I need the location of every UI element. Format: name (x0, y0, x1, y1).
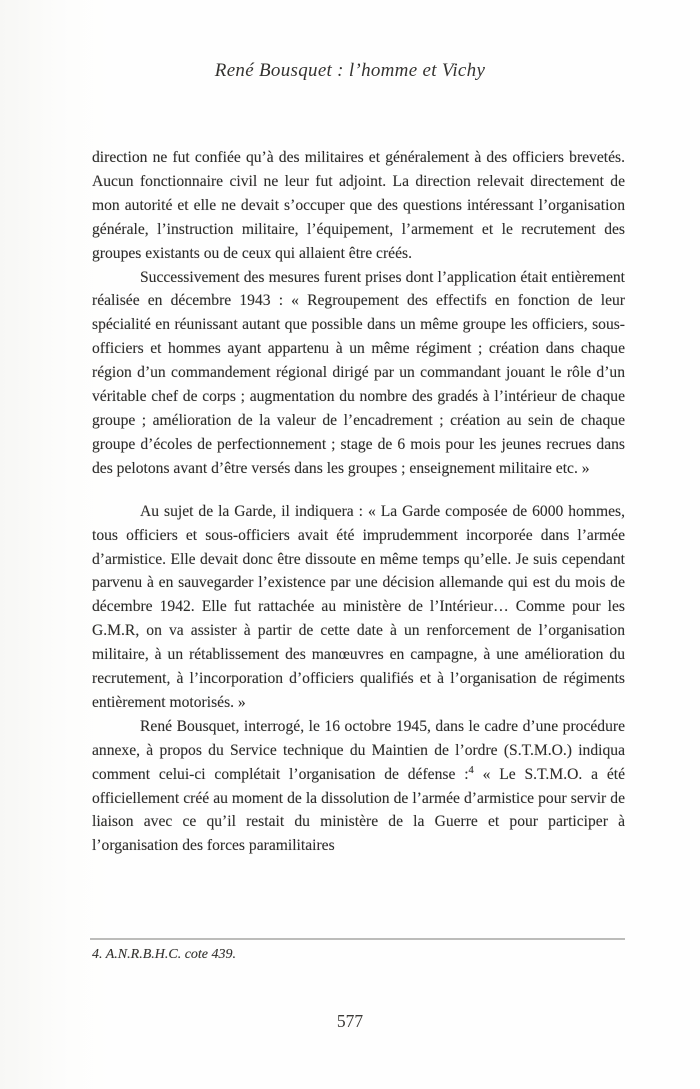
footnote-text: 4. A.N.R.B.H.C. cote 439. (92, 947, 237, 962)
running-header-title: René Bousquet : l’homme et Vichy (214, 60, 486, 81)
footnote-divider (90, 938, 625, 940)
body-paragraph-4 (92, 715, 625, 858)
paragraph-4-text-after-footnote-ref: « Le S.T.M.O. a été officiellement créé au moment de la dissolution de l’armée d’armistice pour servir de liaison avec ce qu’il restait du ministère de la Guerre et pour participer à l’organisation des forces paramilitaires (92, 765, 625, 855)
page-number: 577 (336, 1011, 364, 1031)
footnote-reference-marker: 4 (468, 764, 474, 776)
body-paragraph-3: Au sujet de la Garde, il indiquera : « La Garde composée de 6000 hommes, tous officiers et sous-officiers avait été imprudemment incorporée dans l’armée d’armistice. Elle devait donc être dissoute en même temps qu’elle. Je suis cependant parvenu à en sauvegarder l’existence par une décision allemande qui est du mois de décembre 1942. Elle fut rattachée au ministère de l’Intérieur… Comme pour les G.M.R, on va assister à partir de cette date à un renforcement de l’organisation militaire, à un rétablissement des manœuvres en campagne, à une amélioration du recrutement, à l’incorporation d’officiers qualifiés et à l’organisation de régiments entièrement motorisés. » (92, 502, 625, 711)
paragraph-4-text-before-footnote-ref: René Bousquet, interrogé, le 16 octobre 1945, dans le cadre d’une procédure annexe, à propos du Service technique du Maintien de l’ordre (S.T.M.O.) indiqua comment celui-ci complétait l’organisation de défense : (92, 717, 625, 783)
page-body (92, 146, 625, 934)
body-paragraph-2: Successivement des mesures furent prises dont l’application était entièrement réalisée en décembre 1943 : « Regroupement des effectifs en fonction de leur spécialité en réunissant autant que possible dans un même groupe les officiers, sous-officiers et hommes ayant appartenu à un même régiment ; création dans chaque région d’un commandement régional dirigé par un commandant jouant le rôle d’un véritable chef de corps ; augmentation du nombre des gradés à l’intérieur de chaque groupe ; amélioration de la valeur de l’encadrement ; création au sein de chaque groupe d’écoles de perfectionnement ; stage de 6 mois pour les jeunes recrues dans des pelotons avant d’être versés dans les groupes ; enseignement militaire etc. » (92, 268, 625, 477)
body-paragraph-1: direction ne fut confiée qu’à des militaires et généralement à des officiers brevetés. Aucun fonctionnaire civil ne leur fut adjoint. La direction relevait directement de mon autorité et elle ne devait s’occuper que des questions intéressant l’organisation générale, l’instruction militaire, l’équipement, l’armement et le recrutement des groupes existants ou de ceux qui allaient être créés. (92, 149, 625, 262)
